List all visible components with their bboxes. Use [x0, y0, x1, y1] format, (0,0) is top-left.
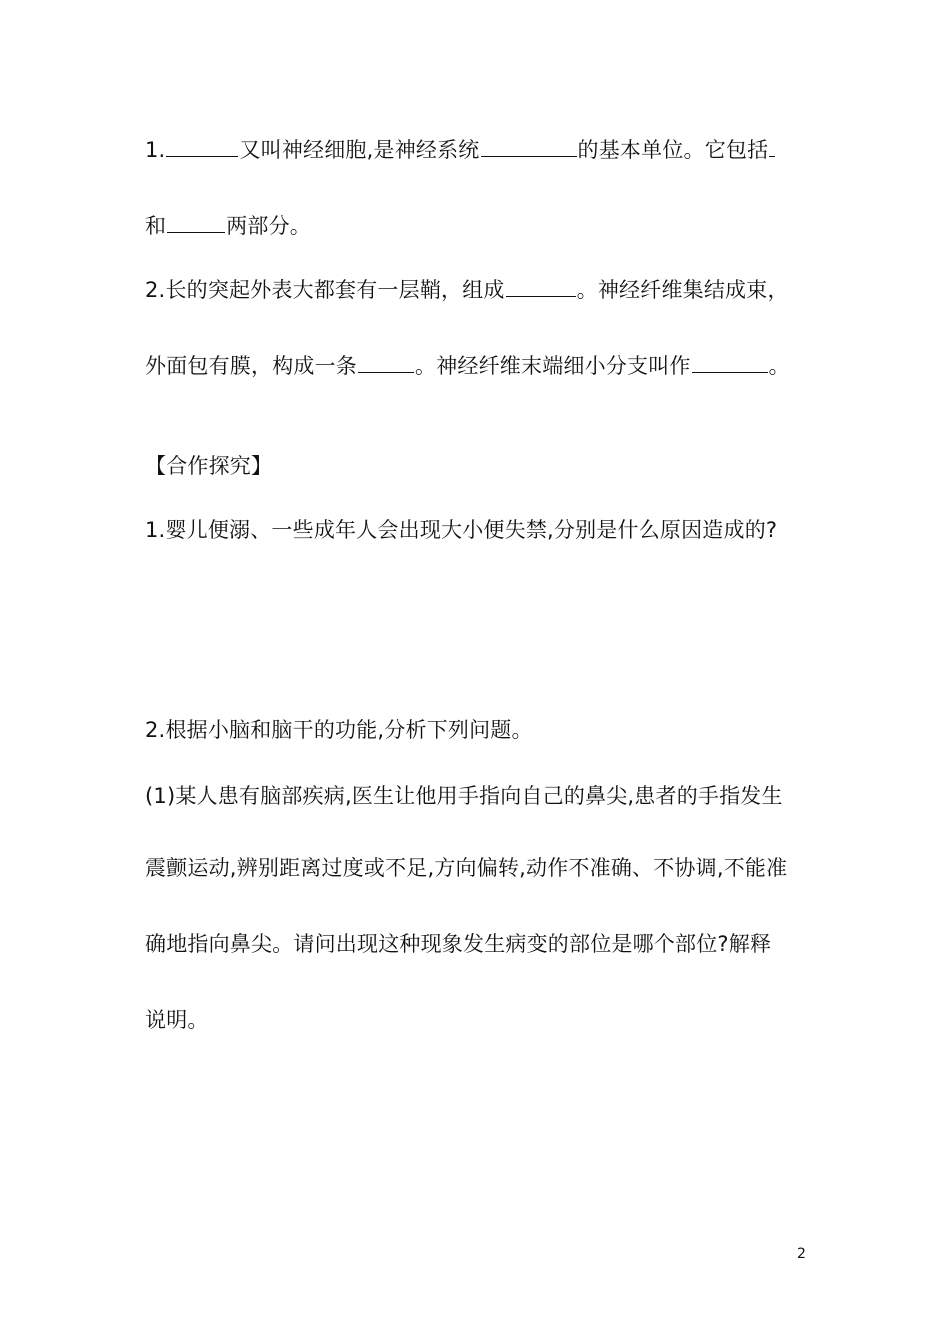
fill-q1-text-4: 两部分。: [226, 214, 312, 238]
fill-q1-text-2: 的基本单位。它包括: [577, 138, 769, 162]
blank-3: [769, 136, 775, 157]
coop-q2-sub1-number: (1): [145, 784, 176, 808]
coop-q2: [145, 716, 533, 744]
coop-q1-number: 1.: [145, 518, 166, 542]
coop-q2-sub1-line3: 确地指向鼻尖。请问出现这种现象发生病变的部位是哪个部位?解释: [145, 932, 772, 956]
blank-2: [481, 136, 577, 157]
fill-q2-text-1: 长的突起外表大都套有一层鞘，组成: [165, 278, 505, 302]
fill-q2-line1: [145, 276, 789, 304]
section-heading: 【合作探究】: [145, 454, 273, 478]
blank-1: [166, 136, 238, 157]
blank-7: [692, 352, 768, 373]
fill-q2-text-5: 。: [768, 354, 790, 378]
coop-q2-sub1-text-1: 某人患有脑部疾病,医生让他用手指向自己的鼻尖,患者的手指发生: [175, 784, 783, 808]
coop-q2-sub1-line4: 说明。: [145, 1008, 209, 1032]
coop-q2-sub1-line2: 震颤运动,辨别距离过度或不足,方向偏转,动作不准确、不协调,不能准: [145, 856, 788, 880]
blank-6: [358, 352, 414, 373]
fill-q2-text-4: 。神经纤维末端细小分支叫作: [415, 354, 691, 378]
coop-q1-text: 婴儿便溺、一些成年人会出现大小便失禁,分别是什么原因造成的?: [165, 518, 778, 542]
fill-q1-line1: [145, 136, 776, 164]
coop-q2-number: 2.: [145, 718, 166, 742]
blank-5: [506, 276, 576, 297]
fill-q2-number: 2.: [145, 278, 166, 302]
fill-q1-number: 1.: [145, 138, 166, 162]
fill-q1-text-1: 又叫神经细胞,是神经系统: [239, 138, 480, 162]
fill-q2-line2: [145, 352, 790, 380]
coop-q1: [145, 516, 777, 544]
fill-q1-text-3: 和: [145, 214, 167, 238]
fill-q2-text-2: 。神经纤维集结成束，: [576, 278, 789, 302]
page-number: 2: [797, 1246, 806, 1262]
coop-q2-text: 根据小脑和脑干的功能,分析下列问题。: [165, 718, 533, 742]
fill-q2-text-3: 外面包有膜，构成一条: [145, 354, 357, 378]
coop-q2-sub1-line1: [145, 782, 783, 810]
blank-4: [167, 212, 225, 233]
fill-q1-line2: [145, 212, 311, 240]
